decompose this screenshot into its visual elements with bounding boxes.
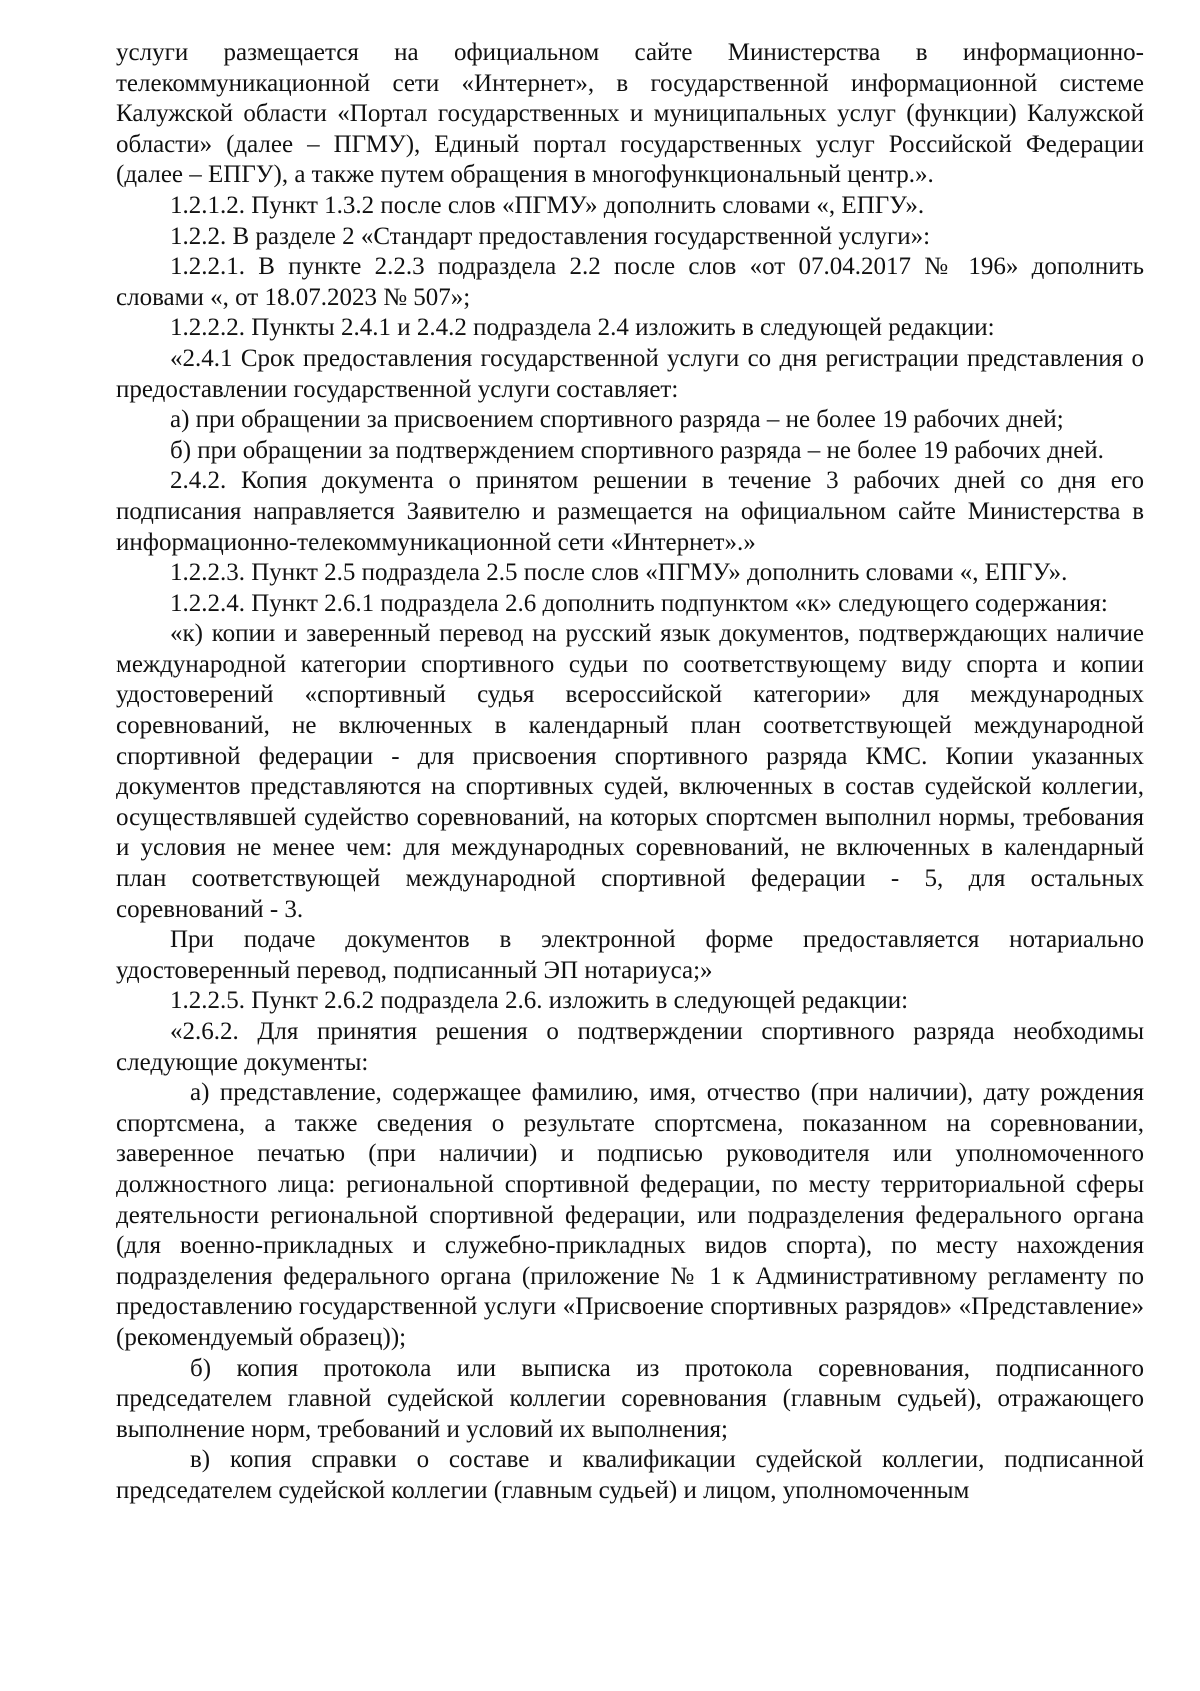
- paragraph-11: 1.2.2.4. Пункт 2.6.1 подраздела 2.6 дополнить подпунктом «к» следующего содержания:: [170, 589, 1108, 617]
- paragraph-3: 1.2.2. В разделе 2 «Стандарт предоставления государственной услуги»:: [170, 222, 931, 250]
- paragraph-16: а) представление, содержащее фамилию, имя, отчество (при наличии), дату рождения спортсмена, а также сведения о результате спортсмена, показанном на соревновании, заверенное печатью (при наличии) и подписью руководителя или уполномоченного должностного лица: региональной спортивной федерации, по месту территориальной сферы деятельности региональной спортивной федерации, или подразделения федерального органа (для военно-прикладных и служебно-прикладных видов спорта), по месту нахождения подразделения федерального органа (приложение № 1 к Административному регламенту по предоставлению государственной услуги «Присвоение спортивных разрядов» «Представление» (рекомендуемый образец));: [116, 1079, 1144, 1351]
- paragraph-1: услуги размещается на официальном сайте Министерства в информационно-телекоммуникационной сети «Интернет», в государственной информационной системе Калужской области «Портал государственных и муниципальных услуг (функции) Калужской области» (далее – ПГМУ), Единый портал государственных услуг Российской Федерации (далее – ЕПГУ), а также путем обращения в многофункциональный центр.».: [116, 39, 1144, 189]
- paragraph-17: б) копия протокола или выписка из протокола соревнования, подписанного председателем главной судейской коллегии соревнования (главным судьей), отражающего выполнение норм, требований и условий их выполнения;: [116, 1354, 1144, 1443]
- paragraph-2: 1.2.1.2. Пункт 1.3.2 после слов «ПГМУ» дополнить словами «, ЕПГУ».: [170, 191, 925, 219]
- paragraph-6: «2.4.1 Срок предоставления государственной услуги со дня регистрации представления о предоставлении государственной услуги составляет:: [116, 344, 1144, 403]
- paragraph-13: При подаче документов в электронной форме предоставляется нотариально удостоверенный перевод, подписанный ЭП нотариуса;»: [116, 926, 1144, 984]
- paragraph-18: в) копия справки о составе и квалификации судейской коллегии, подписанной председателем судейской коллегии (главным судьей) и лицом, уполномоченным: [116, 1446, 1144, 1504]
- document-page: [116, 38, 1144, 1507]
- paragraph-12: «к) копии и заверенный перевод на русский язык документов, подтверждающих наличие международной категории спортивного судьи по соответствующему виду спорта и копии удостоверений «спортивный судья всероссийской категории» для международных соревнований, не включенных в календарный план соответствующей международной спортивной федерации - для присвоения спортивного разряда КМС. Копии указанных документов представляются на спортивных судей, включенных в состав судейской коллегии, осуществлявшей судейство соревнований, на которых спортсмен выполнил нормы, требования и условия не менее чем: для международных соревнований, не включенных в календарный план соответствующей международной спортивной федерации - 5, для остальных соревнований - 3.: [116, 620, 1144, 923]
- paragraph-14: 1.2.2.5. Пункт 2.6.2 подраздела 2.6. изложить в следующей редакции:: [170, 987, 909, 1015]
- paragraph-5: 1.2.2.2. Пункты 2.4.1 и 2.4.2 подраздела 2.4 изложить в следующей редакции:: [170, 314, 995, 342]
- paragraph-7: а) при обращении за присвоением спортивного разряда – не более 19 рабочих дней;: [170, 406, 1064, 434]
- paragraph-9: 2.4.2. Копия документа о принятом решении в течение 3 рабочих дней со дня его подписания направляется Заявителю и размещается на официальном сайте Министерства в информационно-телекоммуникационной сети «Интернет».»: [116, 467, 1144, 556]
- paragraph-4: 1.2.2.1. В пункте 2.2.3 подраздела 2.2 после слов «от 07.04.2017 № 196» дополнить словами «, от 18.07.2023 № 507»;: [116, 253, 1144, 311]
- paragraph-10: 1.2.2.3. Пункт 2.5 подраздела 2.5 после слов «ПГМУ» дополнить словами «, ЕПГУ».: [170, 559, 1068, 587]
- paragraph-15: «2.6.2. Для принятия решения о подтверждении спортивного разряда необходимы следующие документы:: [116, 1018, 1144, 1076]
- paragraph-8: б) при обращении за подтверждением спортивного разряда – не более 19 рабочих дней.: [170, 436, 1104, 464]
